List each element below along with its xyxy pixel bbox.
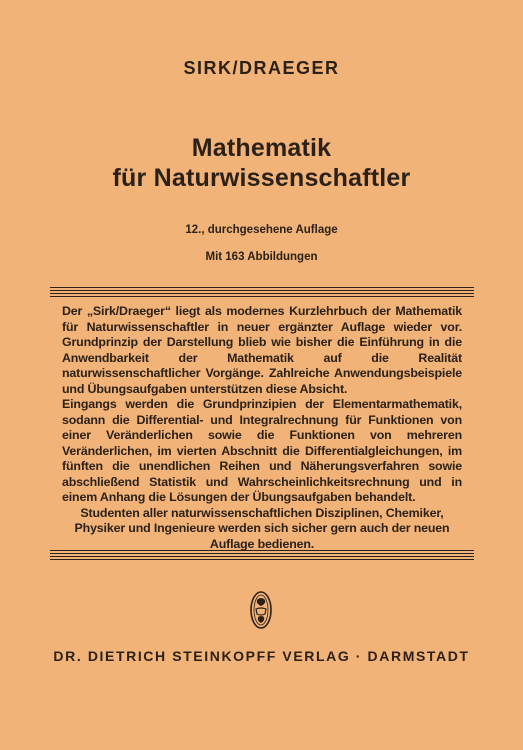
authors: SIRK/DRAEGER [183,58,340,78]
blurb-paragraph: Studenten aller naturwissenschaftlichen Disziplinen, Chemiker, Physiker und Ingenieure werden sich sicher gern auch der neuen Auflage bedienen. [74,505,450,551]
illustrations-note: Mit 163 Abbildungen [205,251,318,263]
book-title [0,133,523,193]
publisher-name: DR. DIETRICH STEINKOPFF VERLAG · DARMSTADT [53,648,470,664]
bottom-rule-divider [50,550,474,561]
blurb-paragraph: Eingangs werden die Grundprinzipien der Elementarmathematik, sodann die Differential- und Integralrechnung für Funktionen von einer Veränderlichen sowie die Funktionen von mehreren Veränderlichen, im vierten Abschnitt die Differentialgleichungen, im fünften die unendlichen Reihen und Näherungsverfahren sowie abschließend Statistik und Wahrscheinlichkeitsrechnung und in einem Anhang die Lösungen der Übungsaufgaben behandelt. [62,397,462,504]
blurb-text [62,304,462,552]
publisher-emblem-icon [248,590,274,630]
title-line-2: für Naturwissenschaftler [112,164,411,192]
edition-note: 12., durchgesehene Auflage [185,224,338,236]
top-rule-divider [50,287,474,298]
title-line-1: Mathematik [191,134,332,162]
blurb-paragraph: Der „Sirk/Draeger“ liegt als modernes Kurzlehrbuch der Mathematik für Naturwissenschaftler in neuer ergänzter Auflage wieder vor. Grundprinzip der Darstellung blieb wie bisher die Einführung in die Anwendbarkeit der Mathematik auf die Realität naturwissenschaftlicher Vorgänge. Zahlreiche Anwendungsbeispiele und Übungsaufgaben unterstützen diese Absicht. [62,304,462,396]
